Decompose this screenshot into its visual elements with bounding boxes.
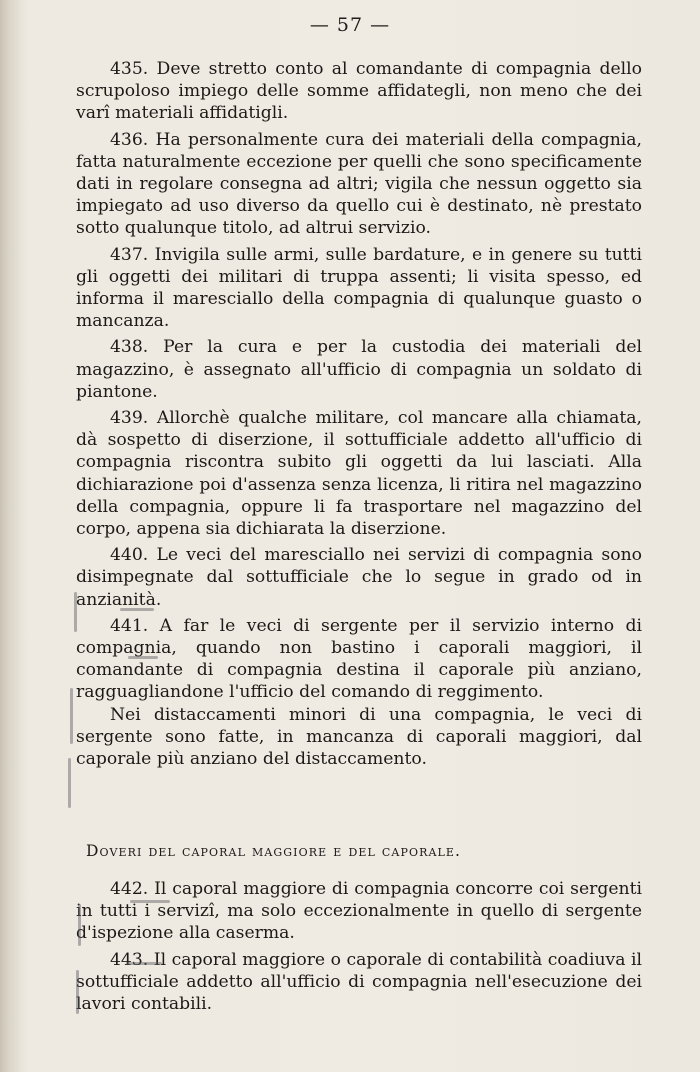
pencil-underline-mark xyxy=(120,608,154,611)
pencil-underline-mark xyxy=(128,656,158,659)
pencil-margin-mark xyxy=(76,970,79,1014)
paragraph-438: 438. Per la cura e per la custodia dei materiali del magazzino, è assegnato all'ufficio di compagnia un soldato di piantone. xyxy=(76,337,642,402)
pencil-underline-mark xyxy=(130,900,170,903)
paragraph-442: 442. Il caporal maggiore di compagnia concorre coi sergenti in tutti i servizî, ma solo eccezionalmente in quello di sergente d'ispezione alla caserma. xyxy=(76,879,642,944)
page-spine-shadow xyxy=(0,0,22,1072)
paragraph-441-continued: Nei distaccamenti minori di una compagnia, le veci di sergente sono fatte, in mancanza di caporali maggiori, dal caporale più anziano del distaccamento. xyxy=(76,704,642,770)
pencil-underline-mark xyxy=(126,962,162,965)
pencil-margin-mark xyxy=(78,904,81,946)
paragraph-439: 439. Allorchè qualche militare, col mancare alla chiamata, dà sospetto di diserzione, il sottufficiale addetto all'ufficio di compagnia riscontra subito gli oggetti da lui lasciati. Alla dichiarazione poi d'assenza senza licenza, li ritira nel magazzino della compagnia, oppure li fa trasportare nel magazzino del corpo, appena sia dichiarata la diserzione. xyxy=(76,408,642,540)
paragraph-440: 440. Le veci del maresciallo nei servizi di compagnia sono disimpegnate dal sottufficiale che lo segue in grado od in anzianità. xyxy=(76,545,642,610)
paragraph-443: 443. Il caporal maggiore o caporale di contabilità coadiuva il sottufficiale addetto all'ufficio di compagnia nell'esecuzione dei lavori contabili. xyxy=(76,949,642,1015)
main-text-block xyxy=(76,58,642,770)
page-number: — 57 — xyxy=(309,14,391,36)
pencil-margin-mark xyxy=(74,592,77,632)
paragraph-436: 436. Ha personalmente cura dei materiali della compagnia, fatta naturalmente eccezione per quelli che sono specificamente dati in regolare consegna ad altri; vigila che nessun oggetto sia impiegato ad uso diverso da quello cui è destinato, nè prestato sotto qualunque titolo, ad altrui servizio. xyxy=(76,129,642,239)
section-heading: Doveri del caporal maggiore e del caporale. xyxy=(86,842,462,860)
pencil-margin-mark xyxy=(70,688,73,744)
section-text-block xyxy=(76,878,642,1015)
paragraph-441: 441. A far le veci di sergente per il servizio interno di compagnia, quando non bastino i caporali maggiori, il comandante di compagnia destina il caporale più anziano, ragguagliandone l'ufficio del comando di reggimento. xyxy=(76,615,642,703)
paragraph-435: 435. Deve stretto conto al comandante di compagnia dello scrupoloso impiego delle somme affidategli, non meno che dei varî materiali affidatigli. xyxy=(76,59,642,124)
pencil-margin-mark xyxy=(68,758,71,808)
paragraph-437: 437. Invigila sulle armi, sulle bardature, e in genere su tutti gli oggetti dei militari di truppa assenti; li visita spesso, ed informa il maresciallo della compagnia di qualunque guasto o mancanza. xyxy=(76,244,642,332)
